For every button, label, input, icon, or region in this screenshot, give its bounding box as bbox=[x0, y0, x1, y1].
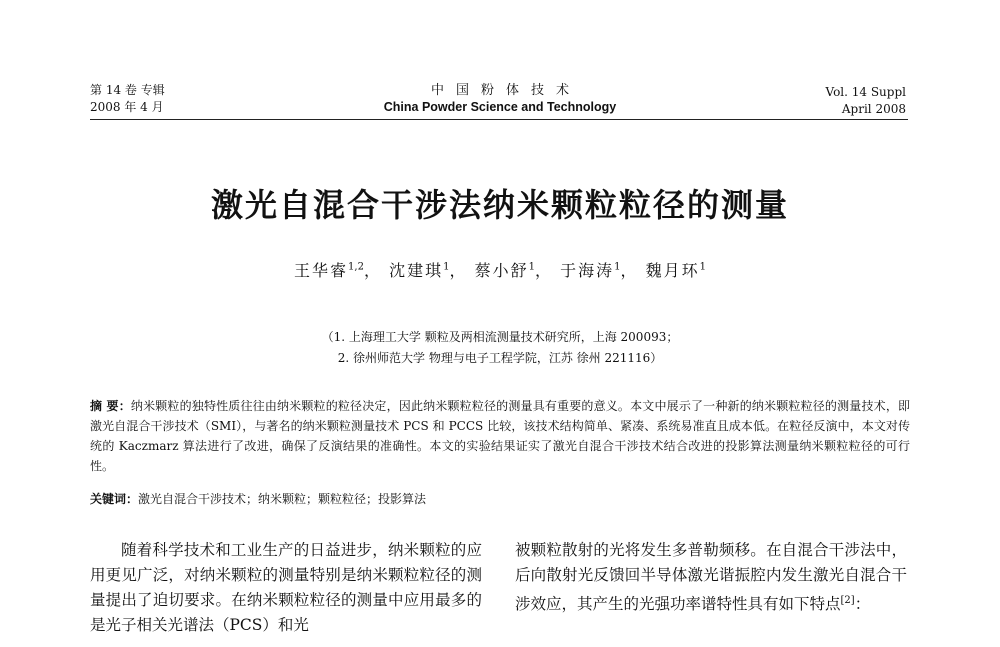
header-rule bbox=[90, 119, 908, 120]
author: 沈建琪$^1$， bbox=[389, 261, 468, 280]
paper-title: 激光自混合干涉法纳米颗粒粒径的测量 bbox=[210, 186, 789, 224]
body-right-end: ： bbox=[854, 595, 871, 614]
abstract-label: 摘 要： bbox=[90, 399, 131, 413]
citation-ref: [2] bbox=[840, 595, 855, 606]
body-column-right bbox=[515, 538, 907, 617]
author-list bbox=[0, 258, 1000, 281]
date-en: April 2008 bbox=[841, 102, 906, 116]
volume-en: Vol. 14 Suppl bbox=[825, 85, 906, 99]
header-volume-date-en bbox=[826, 84, 907, 118]
journal-name-cn: 中国粉体技术 bbox=[430, 83, 581, 98]
abstract bbox=[90, 396, 910, 476]
journal-name-en: China Powder Science and Technology bbox=[383, 100, 617, 114]
keywords bbox=[90, 489, 910, 509]
keywords-label: 关键词： bbox=[90, 492, 139, 506]
volume-cn: 第 14 卷 专辑 bbox=[90, 83, 165, 97]
affiliation-2: 2. 徐州师范大学 物理与电子工程学院，江苏 徐州 221116） bbox=[337, 351, 663, 365]
abstract-text: 纳米颗粒的独特性质往往由纳米颗粒的粒径决定，因此纳米颗粒粒径的测量具有重要的意义。本文中展示了一种新的纳米颗粒粒径的测量技术，即激光自混合干涉技术（SMI），与著名的纳米颗粒测量技术 PCS 和 PCCS 比较，该技术结构简单、紧凑、系统易准直且成本低。在粒径反演中，本文对传统的 Kaczmarz 算法进行了改进，确保了反演结果的准确性。本文的实验结果证实了激光自混合干涉技术结合改进的投影算法测量纳米颗粒粒径的可行性。 bbox=[90, 399, 910, 473]
author: 蔡小舒$^1$， bbox=[474, 261, 553, 280]
author: 魏月环$^1$ bbox=[645, 261, 706, 280]
keywords-text: 激光自混合干涉技术；纳米颗粒；颗粒粒径；投影算法 bbox=[138, 492, 427, 506]
header-journal bbox=[360, 82, 640, 116]
body-column-left: 随着科学技术和工业生产的日益进步，纳米颗粒的应用更见广泛，对纳米颗粒的测量特别是纳米颗粒粒径的测量提出了迫切要求。在纳米颗粒粒径的测量中应用最多的是光子相关光谱法（PCS）和光 bbox=[90, 541, 482, 634]
author: 王华睿$^{1,2}$， bbox=[294, 261, 382, 280]
author: 于海涛$^1$， bbox=[560, 261, 639, 280]
affiliation-1: （1. 上海理工大学 颗粒及两相流测量技术研究所，上海 200093； bbox=[321, 330, 679, 344]
header-volume-date-cn bbox=[90, 82, 165, 116]
body-right-text: 被颗粒散射的光将发生多普勒频移。在自混合干涉法中，后向散射光反馈回半导体激光谐振腔内发生激光自混合干涉效应，其产生的光强功率谱特性具有如下特点 bbox=[515, 541, 907, 614]
date-cn: 2008 年 4 月 bbox=[90, 100, 164, 114]
